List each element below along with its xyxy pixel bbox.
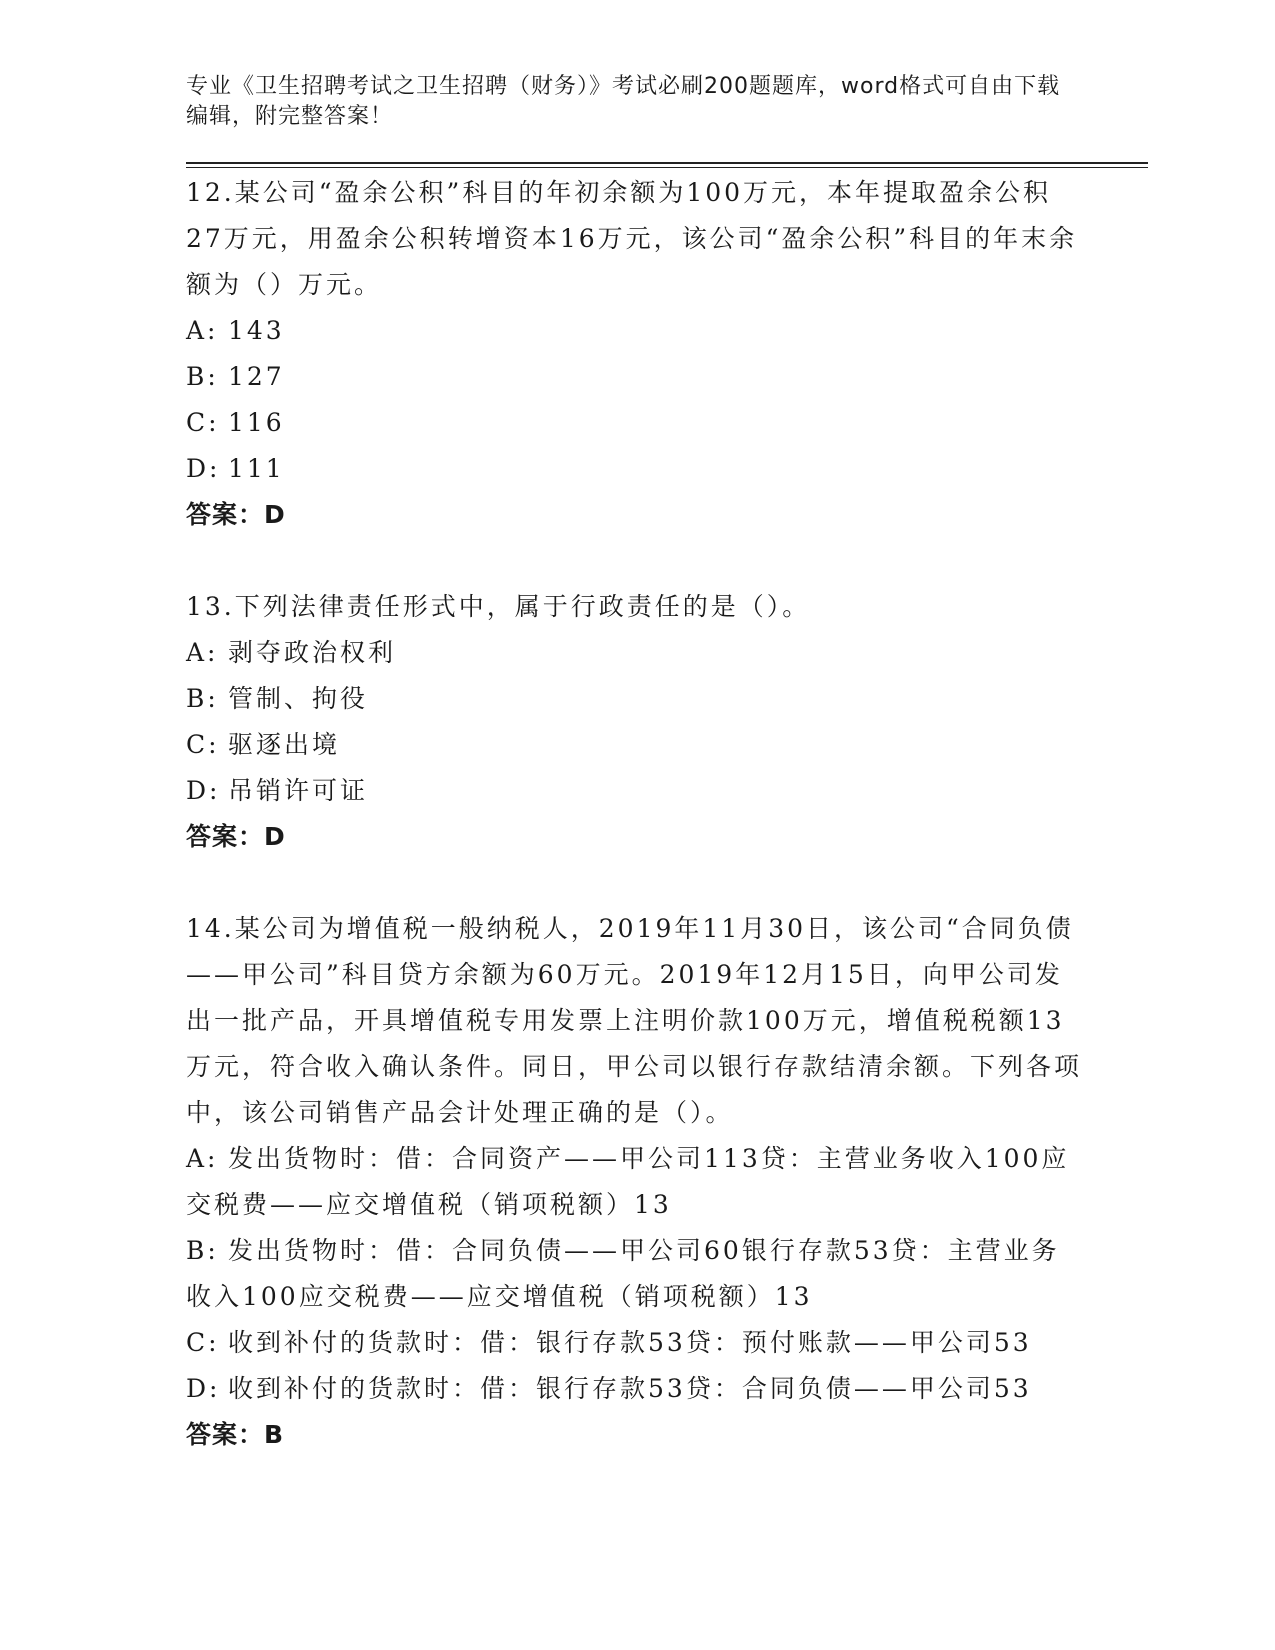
option-text: 剥夺政治权利 bbox=[228, 638, 397, 667]
document-page bbox=[186, 72, 1146, 1504]
option-text: 116 bbox=[228, 408, 285, 437]
option-text: 127 bbox=[228, 362, 285, 391]
option-text: 111 bbox=[228, 454, 285, 483]
option-letter: D: bbox=[186, 454, 221, 483]
option-letter: B: bbox=[186, 1236, 219, 1265]
option-text: 收到补付的货款时：借：银行存款53贷：合同负债——甲公司53 bbox=[228, 1374, 1032, 1403]
option-a bbox=[186, 308, 1086, 354]
option-b bbox=[186, 1228, 1086, 1320]
option-b bbox=[186, 354, 1086, 400]
option-letter: C: bbox=[186, 730, 220, 759]
option-letter: B: bbox=[186, 362, 219, 391]
document-header: 专业《卫生招聘考试之卫生招聘（财务）》考试必刷200题题库，word格式可自由下载编辑，附完整答案！ bbox=[186, 74, 1061, 129]
header-divider bbox=[186, 162, 1148, 168]
divider-thin-line bbox=[186, 167, 1148, 168]
option-text: 收到补付的货款时：借：银行存款53贷：预付账款——甲公司53 bbox=[228, 1328, 1032, 1357]
option-c bbox=[186, 1320, 1086, 1366]
option-text: 143 bbox=[228, 316, 285, 345]
option-c bbox=[186, 400, 1086, 446]
answer-label: 答案：D bbox=[186, 822, 286, 851]
answer-label: 答案：D bbox=[186, 500, 286, 529]
option-c bbox=[186, 722, 1086, 768]
question-13 bbox=[186, 584, 1146, 860]
option-text: 发出货物时：借：合同资产——甲公司113贷：主营业务收入100应交税费——应交增值税（销项税额）13 bbox=[186, 1144, 1070, 1219]
option-d bbox=[186, 768, 1086, 814]
option-a bbox=[186, 630, 1086, 676]
option-letter: C: bbox=[186, 408, 220, 437]
question-list bbox=[186, 170, 1146, 1458]
option-text: 驱逐出境 bbox=[228, 730, 341, 759]
option-d bbox=[186, 1366, 1086, 1412]
option-b bbox=[186, 676, 1086, 722]
option-letter: D: bbox=[186, 1374, 221, 1403]
question-stem: 14.某公司为增值税一般纳税人，2019年11月30日，该公司“合同负债——甲公司”科目贷方余额为60万元。2019年12月15日，向甲公司发出一批产品，开具增值税专用发票上注明价款100万元，增值税税额13万元，符合收入确认条件。同日，甲公司以银行存款结清余额。下列各项中，该公司销售产品会计处理正确的是（）。 bbox=[186, 914, 1083, 1127]
question-stem: 12.某公司“盈余公积”科目的年初余额为100万元，本年提取盈余公积27万元，用盈余公积转增资本16万元，该公司“盈余公积”科目的年末余额为（）万元。 bbox=[186, 178, 1078, 299]
option-text: 管制、拘役 bbox=[228, 684, 369, 713]
option-text: 发出货物时：借：合同负债——甲公司60银行存款53贷：主营业务收入100应交税费——应交增值税（销项税额）13 bbox=[186, 1236, 1060, 1311]
option-letter: A: bbox=[186, 1144, 219, 1173]
option-letter: D: bbox=[186, 776, 221, 805]
question-12 bbox=[186, 170, 1146, 538]
option-letter: A: bbox=[186, 316, 219, 345]
question-stem: 13.下列法律责任形式中，属于行政责任的是（）。 bbox=[186, 592, 811, 621]
answer-label: 答案：B bbox=[186, 1420, 285, 1449]
option-a bbox=[186, 1136, 1086, 1228]
option-letter: B: bbox=[186, 684, 219, 713]
option-letter: A: bbox=[186, 638, 219, 667]
option-text: 吊销许可证 bbox=[228, 776, 369, 805]
question-14 bbox=[186, 906, 1146, 1458]
option-d bbox=[186, 446, 1086, 492]
option-letter: C: bbox=[186, 1328, 220, 1357]
